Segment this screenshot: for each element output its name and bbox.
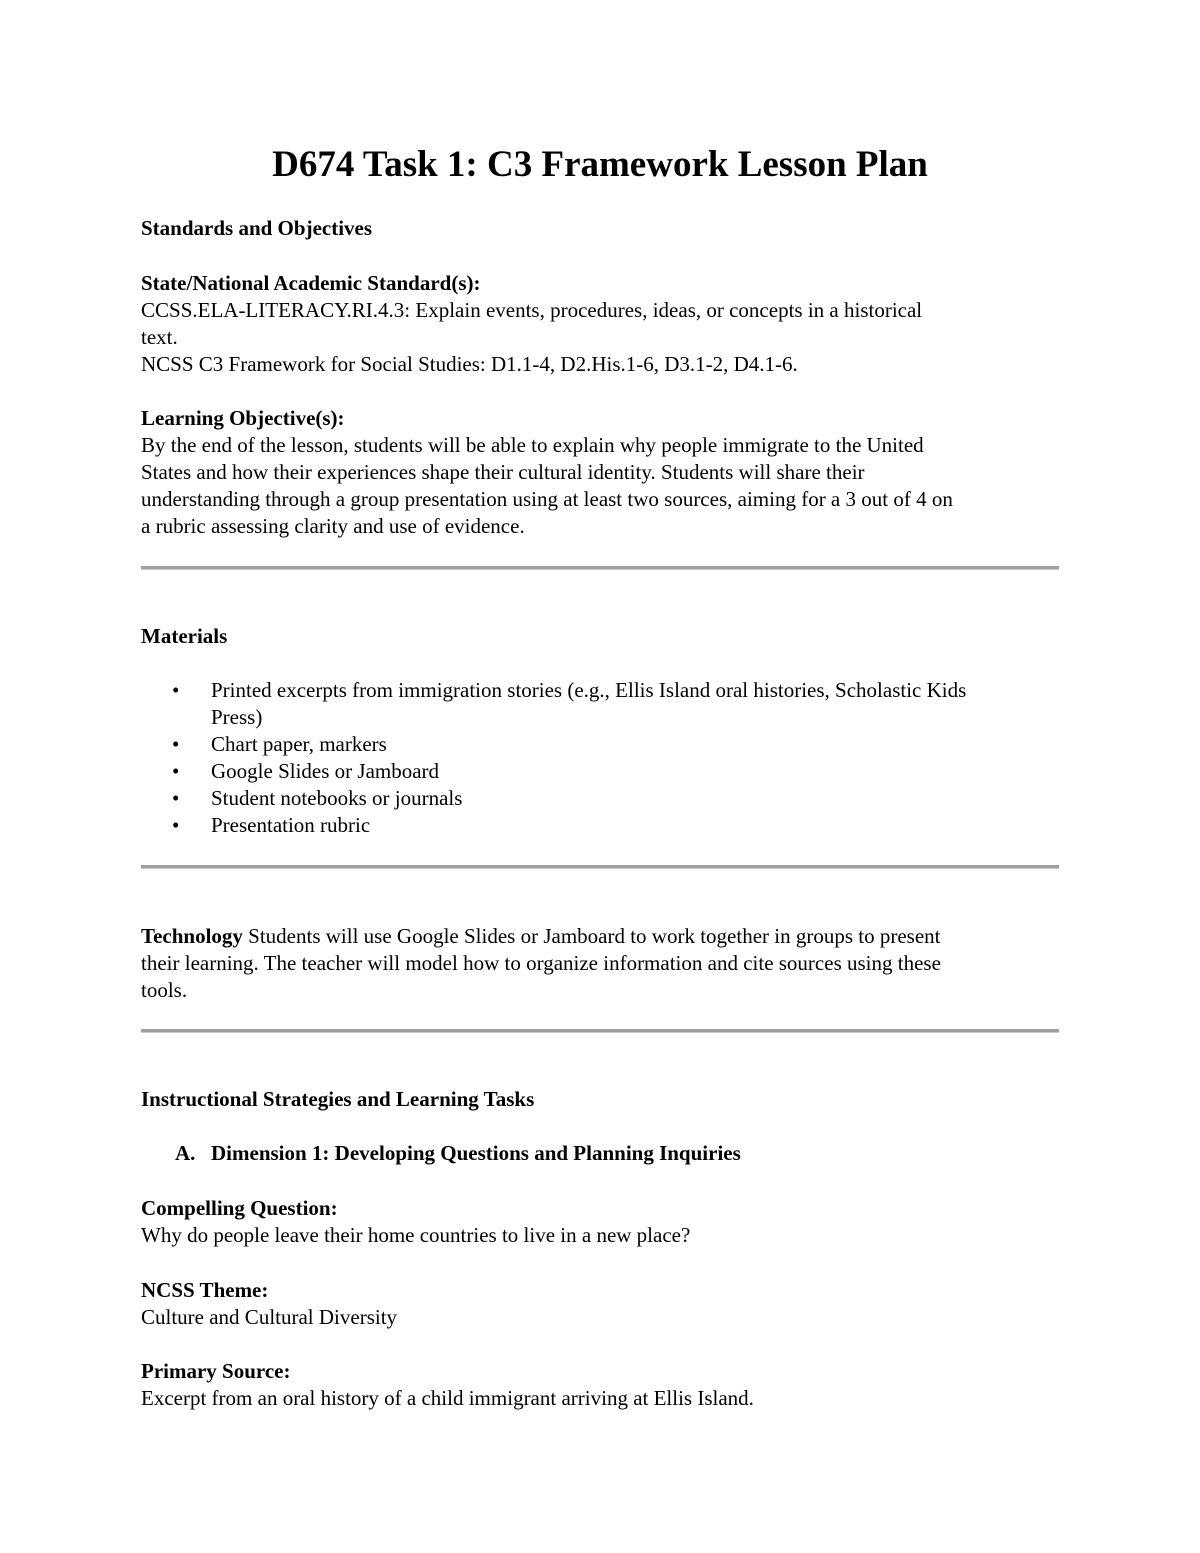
- list-item: [141, 812, 1059, 839]
- academic-standard-line: NCSS C3 Framework for Social Studies: D1.1-4, D2.His.1-6, D3.1-2, D4.1-6.: [141, 352, 798, 376]
- bullet-icon: •: [172, 732, 180, 756]
- section-divider: [141, 865, 1059, 869]
- objective-line: a rubric assessing clarity and use of evidence.: [141, 514, 525, 538]
- section-divider: [141, 1029, 1059, 1033]
- compelling-question-label: Compelling Question:: [141, 1196, 338, 1220]
- bullet-icon: •: [172, 678, 180, 702]
- materials-item-text: Google Slides or Jamboard: [211, 759, 440, 783]
- materials-list: [141, 677, 1059, 839]
- technology-text: tools.: [141, 978, 188, 1002]
- compelling-question-section: [141, 1195, 1059, 1249]
- list-item: [141, 785, 1059, 812]
- materials-heading: Materials: [141, 624, 228, 648]
- bullet-icon: •: [172, 813, 180, 837]
- compelling-question-text: Why do people leave their home countries to live in a new place?: [141, 1223, 691, 1247]
- bullet-icon: •: [172, 786, 180, 810]
- ncss-theme-section: [141, 1277, 1059, 1331]
- materials-item-text: Press): [211, 705, 263, 729]
- dimension-heading: [175, 1140, 741, 1167]
- technology-text: their learning. The teacher will model how to organize information and cite sources using these: [141, 951, 941, 975]
- primary-source-text: Excerpt from an oral history of a child immigrant arriving at Ellis Island.: [141, 1386, 754, 1410]
- bullet-icon: •: [172, 759, 180, 783]
- section-divider: [141, 566, 1059, 570]
- primary-source-label: Primary Source:: [141, 1359, 291, 1383]
- instruction-heading: Instructional Strategies and Learning Tasks: [141, 1087, 535, 1111]
- academic-standard-line: text.: [141, 325, 178, 349]
- objective-line: By the end of the lesson, students will be able to explain why people immigrate to the United: [141, 433, 924, 457]
- technology-text: Students will use Google Slides or Jamboard to work together in groups to present: [242, 924, 941, 948]
- ncss-theme-text: Culture and Cultural Diversity: [141, 1305, 398, 1329]
- list-item: [141, 677, 1059, 731]
- standards-heading: Standards and Objectives: [141, 216, 373, 240]
- technology-heading: Technology: [141, 924, 243, 948]
- learning-objectives-section: [141, 405, 1059, 540]
- technology-section: [141, 923, 1059, 1004]
- primary-source-section: [141, 1358, 1059, 1412]
- objective-line: States and how their experiences shape their cultural identity. Students will share their: [141, 460, 865, 484]
- materials-item-text: Student notebooks or journals: [211, 786, 463, 810]
- ncss-theme-label: NCSS Theme:: [141, 1278, 269, 1302]
- materials-item-text: Printed excerpts from immigration stories (e.g., Ellis Island oral histories, Scholastic Kids: [211, 678, 967, 702]
- materials-item-text: Chart paper, markers: [211, 732, 387, 756]
- dimension-marker: A.: [175, 1141, 196, 1165]
- document-title: D674 Task 1: C3 Framework Lesson Plan: [272, 144, 928, 185]
- academic-standards-section: [141, 270, 1059, 378]
- objective-line: understanding through a group presentation using at least two sources, aiming for a 3 out of 4 on: [141, 487, 953, 511]
- list-item: [141, 758, 1059, 785]
- dimension-title: Dimension 1: Developing Questions and Planning Inquiries: [211, 1141, 741, 1165]
- academic-standard-line: CCSS.ELA-LITERACY.RI.4.3: Explain events, procedures, ideas, or concepts in a historical: [141, 298, 923, 322]
- list-item: [141, 731, 1059, 758]
- materials-list-container: [141, 677, 1059, 839]
- learning-objectives-label: Learning Objective(s):: [141, 406, 345, 430]
- materials-item-text: Presentation rubric: [211, 813, 371, 837]
- academic-standards-label: State/National Academic Standard(s):: [141, 271, 481, 295]
